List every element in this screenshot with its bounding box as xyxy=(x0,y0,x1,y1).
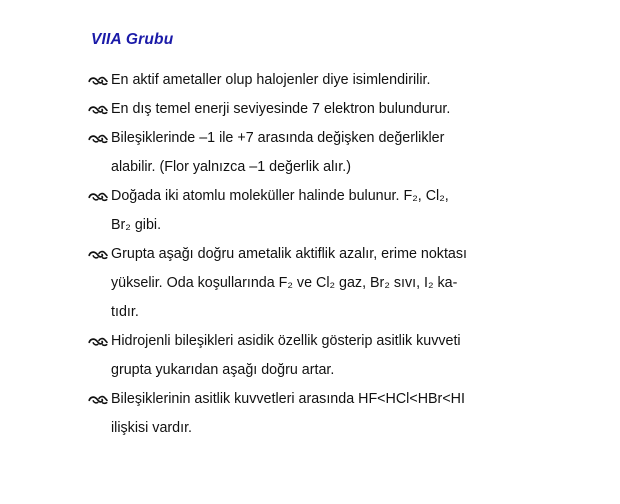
bullet-item xyxy=(88,385,558,443)
bullet-line: alabilir. (Flor yalnızca –1 değerlik alır.) xyxy=(111,159,351,175)
bullet-line: Grupta aşağı doğru ametalik aktiflik azalır, erime noktası xyxy=(111,246,467,262)
bullet-text xyxy=(111,385,558,443)
bullet-text xyxy=(111,95,558,124)
bullet-line: grupta yukarıdan aşağı doğru artar. xyxy=(111,362,335,378)
bullet-line: Br₂ gibi. xyxy=(111,217,162,233)
bullet-item xyxy=(88,124,558,182)
hand-pointing-icon xyxy=(88,249,108,261)
bullet-text xyxy=(111,327,558,385)
bullet-line: Bileşiklerinde –1 ile +7 arasında değişken değerlikler xyxy=(111,130,445,146)
bullet-text xyxy=(111,66,558,95)
bullet-item xyxy=(88,240,558,327)
hand-pointing-icon xyxy=(88,133,108,145)
bullet-item xyxy=(88,66,558,95)
bullet-line: Hidrojenli bileşikleri asidik özellik gösterip asitlik kuvveti xyxy=(111,333,461,349)
hand-pointing-icon xyxy=(88,394,108,406)
bullet-text xyxy=(111,124,558,182)
bullet-line: En aktif ametaller olup halojenler diye isimlendirilir. xyxy=(111,72,431,88)
bullet-line: Doğada iki atomlu moleküller halinde bulunur. F₂, Cl₂, xyxy=(111,188,449,204)
bullet-text xyxy=(111,182,558,240)
hand-pointing-icon xyxy=(88,104,108,116)
hand-pointing-icon xyxy=(88,75,108,87)
bullet-item xyxy=(88,95,558,124)
slide-title: VIIA Grubu xyxy=(91,31,174,48)
bullet-item xyxy=(88,327,558,385)
bullet-line: En dış temel enerji seviyesinde 7 elektron bulundurur. xyxy=(111,101,451,117)
bullet-list xyxy=(88,66,558,443)
hand-pointing-icon xyxy=(88,336,108,348)
bullet-line: tıdır. xyxy=(111,304,139,320)
bullet-line: ilişkisi vardır. xyxy=(111,420,193,436)
hand-pointing-icon xyxy=(88,191,108,203)
bullet-line: Bileşiklerinin asitlik kuvvetleri arasında HF<HCl<HBr<HI xyxy=(111,391,465,407)
bullet-line: yükselir. Oda koşullarında F₂ ve Cl₂ gaz, Br₂ sıvı, I₂ ka- xyxy=(111,275,458,291)
bullet-item xyxy=(88,182,558,240)
bullet-text xyxy=(111,240,558,327)
